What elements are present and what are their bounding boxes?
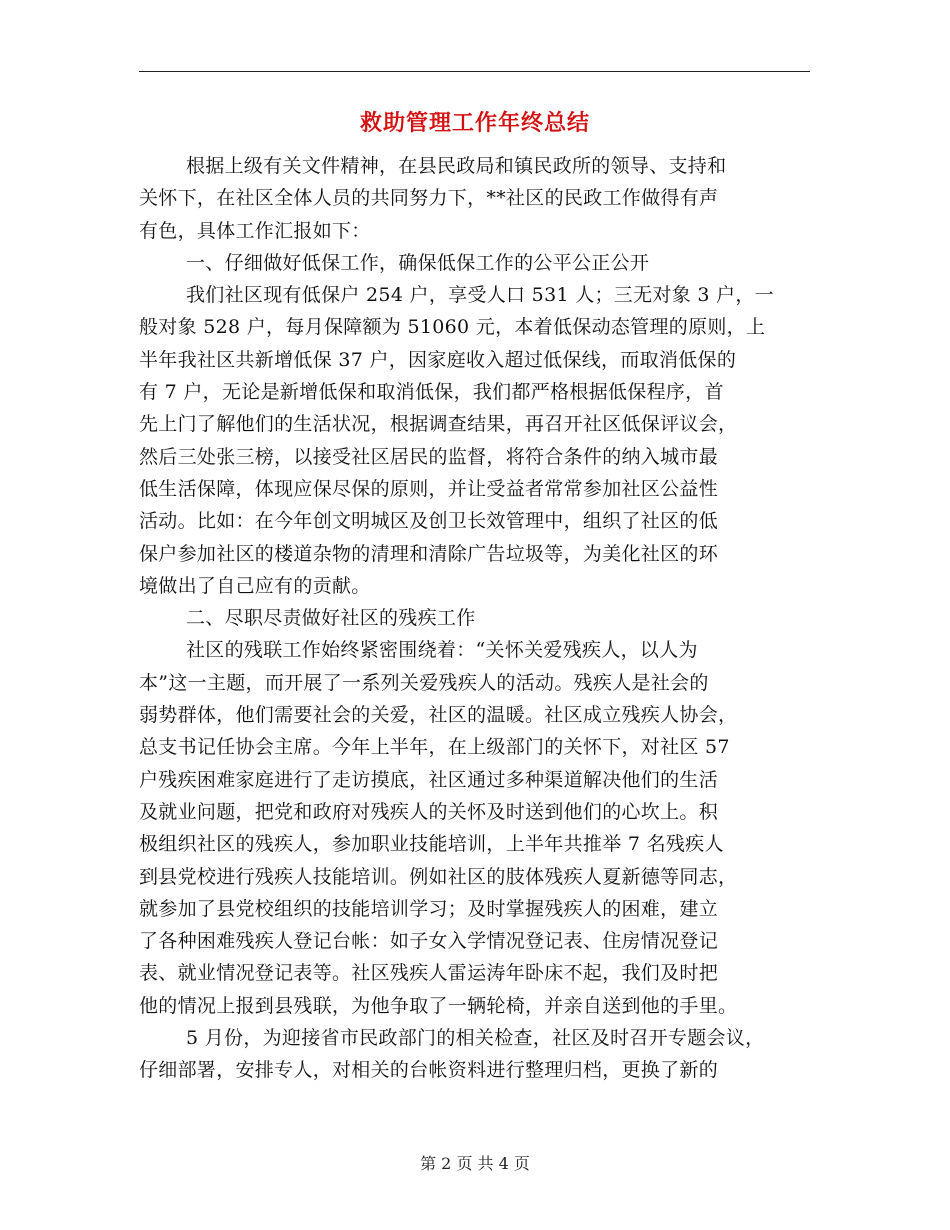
text-line: 活动。比如：在今年创文明城区及创卫长效管理中，组织了社区的低 [139,510,719,533]
text-line: 了各种困难残疾人登记台帐：如子女入学情况登记表、住房情况登记 [139,930,719,953]
text-line: 仔细部署，安排专人，对相关的台帐资料进行整理归档，更换了新的 [139,1059,719,1082]
text-line: 极组织社区的残疾人，参加职业技能培训，上半年共推举 7 名残疾人 [139,833,724,856]
text-line: 他的情况上报到县残联，为他争取了一辆轮椅，并亲自送到他的手里。 [139,994,738,1017]
text-line: 我们社区现有低保户 254 户，享受人口 531 人；三无对象 3 户，一 [186,284,774,307]
page-footer: 第 2 页 共 4 页 [420,1154,530,1173]
text-line: 先上门了解他们的生活状况，根据调查结果，再召开社区低保评议会， [139,413,738,436]
text-line: 关怀下，在社区全体人员的共同努力下，**社区的民政工作做得有声 [139,187,719,210]
header-rule [139,71,810,72]
section-heading: 二、尽职尽责做好社区的残疾工作 [186,607,476,630]
text-line: 半年我社区共新增低保 37 户，因家庭收入超过低保线，而取消低保的 [139,348,737,371]
text-line: 弱势群体，他们需要社会的关爱，社区的温暖。社区成立残疾人协会， [139,704,738,727]
text-line: 社区的残联工作始终紧密围绕着：“关怀关爱残疾人，以人为 [186,639,698,662]
text-line: 境做出了自己应有的贡献。 [139,574,371,597]
text-line: 根据上级有关文件精神，在县民政局和镇民政所的领导、支持和 [186,155,727,177]
text-line: 低生活保障，体现应保尽保的原则，并让受益者常常参加社区公益性 [139,477,719,500]
document-body [139,150,819,1087]
text-line: 然后三处张三榜，以接受社区居民的监督，将符合条件的纳入城市最 [139,445,719,468]
text-line: 5 月份，为迎接省市民政部门的相关检查，社区及时召开专题会议， [186,1027,765,1050]
text-line: 户残疾困难家庭进行了走访摸底，社区通过多种渠道解决他们的生活 [139,768,719,791]
text-line: 就参加了县党校组织的技能培训学习；及时掌握残疾人的困难，建立 [139,897,719,920]
text-line: 及就业问题，把党和政府对残疾人的关怀及时送到他们的心坎上。积 [139,800,719,823]
text-line: 总支书记任协会主席。今年上半年，在上级部门的关怀下，对社区 57 [139,736,730,759]
section-heading: 一、仔细做好低保工作，确保低保工作的公平公正公开 [186,251,650,274]
document-title: 救助管理工作年终总结 [359,110,590,136]
text-line: 保户参加社区的楼道杂物的清理和清除广告垃圾等，为美化社区的环 [139,542,719,565]
text-line: 有 7 户，无论是新增低保和取消低保，我们都严格根据低保程序，首 [139,381,724,404]
text-line: 般对象 528 户，每月保障额为 51060 元，本着低保动态管理的原则，上 [139,316,766,339]
text-line: 有色，具体工作汇报如下： [139,219,371,242]
text-line: 表、就业情况登记表等。社区残疾人雷运涛年卧床不起，我们及时把 [139,962,719,985]
text-line: 到县党校进行残疾人技能培训。例如社区的肢体残疾人夏新德等同志， [139,865,738,888]
text-line: 本”这一主题，而开展了一系列关爱残疾人的活动。残疾人是社会的 [139,671,709,694]
